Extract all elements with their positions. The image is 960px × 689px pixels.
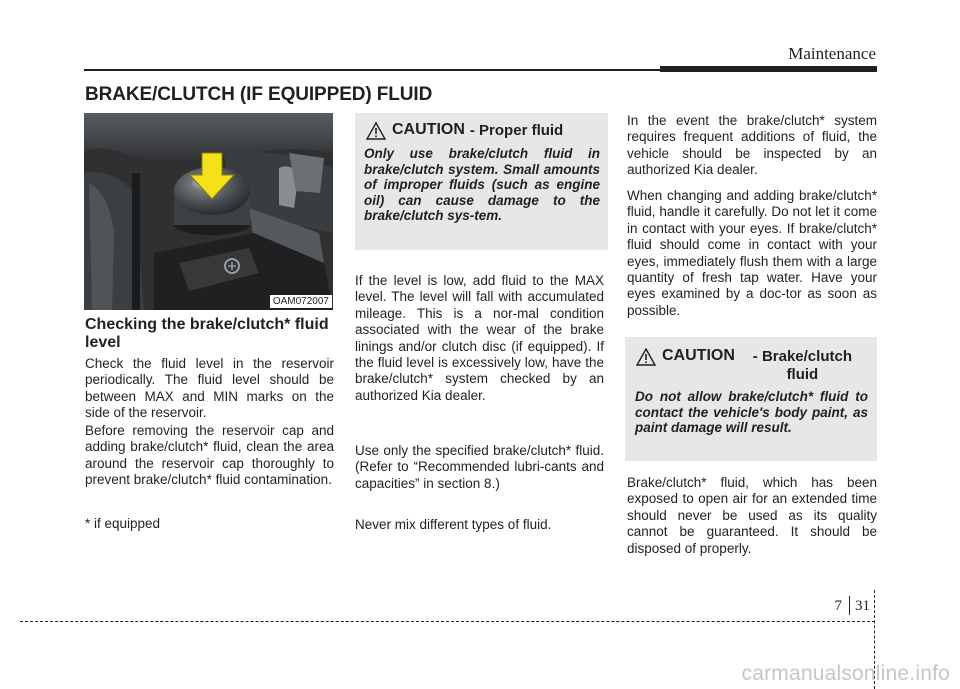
- middle-paragraph-3: Never mix different types of fluid.: [355, 517, 552, 532]
- page-chapter: 7: [834, 598, 842, 614]
- section-title: BRAKE/CLUTCH (IF EQUIPPED) FLUID: [85, 84, 433, 105]
- middle-paragraph-1: If the level is low, add fluid to the MAX level. The level will fall with accumulated mileage. This is a nor-mal condition associated with the wear of the brake linings and/or clutch disc (if equipped). If the fluid level is excessively low, have the brake/clutch* system checked by an authorized Kia dealer.: [355, 273, 604, 403]
- right-paragraph-1: In the event the brake/clutch* system requires frequent additions of fluid, the vehicle should be inspected by an authorized Kia dealer.: [627, 113, 877, 178]
- caution-subtitle: - Brake/clutch fluid: [752, 348, 852, 383]
- watermark: carmanualsonline.info: [741, 662, 950, 685]
- page-number-divider: [849, 596, 850, 615]
- header-rule-accent: [660, 66, 877, 72]
- caution-box-brake-clutch-fluid: [625, 337, 877, 461]
- footer-rule: [20, 621, 875, 622]
- warning-triangle-icon: [366, 122, 386, 145]
- middle-paragraph-2: Use only the specified brake/clutch* fluid. (Refer to “Recommended lubri-cants and capacities” in section 8.): [355, 443, 604, 491]
- caution-word: CAUTION: [662, 347, 735, 364]
- header-section-name: Maintenance: [788, 44, 876, 63]
- caution-header: [366, 121, 563, 145]
- engine-bay-photo: [84, 113, 333, 310]
- right-paragraph-2: When changing and adding brake/clutch* fluid, handle it carefully. Do not let it come in contact with your eyes. If brake/clutch* fluid should come in contact with your eyes, immediately flush them with a large quantity of fresh tap water. Have your eyes examined by a doc-tor as soon as possible.: [627, 188, 877, 318]
- page-number: 31: [855, 598, 870, 614]
- photo-code: OAM072007: [270, 295, 332, 308]
- caution-box-proper-fluid: [355, 113, 608, 250]
- left-paragraph-2: Before removing the reservoir cap and adding brake/clutch* fluid, clean the area around the reservoir cap thoroughly to prevent brake/clutch* fluid contamination.: [85, 423, 334, 488]
- footnote: * if equipped: [85, 516, 161, 531]
- left-paragraph-1: Check the fluid level in the reservoir periodically. The fluid level should be between MAX and MIN marks on the side of the reservoir.: [85, 356, 334, 421]
- right-paragraph-3: Brake/clutch* fluid, which has been exposed to open air for an extended time should never be used as its quality cannot be guaranteed. It should be disposed of properly.: [627, 475, 877, 556]
- subheading: Checking the brake/clutch* fluid level: [85, 316, 329, 351]
- caution-word: CAUTION: [392, 121, 465, 138]
- caution-header: [636, 347, 865, 384]
- caution-body: Do not allow brake/clutch* fluid to contact the vehicle's body paint, as paint damage will result.: [635, 389, 868, 435]
- caution-subtitle: - Proper fluid: [469, 122, 564, 139]
- warning-triangle-icon: [636, 348, 656, 371]
- header-rule: [84, 69, 662, 71]
- caution-body: Only use brake/clutch fluid in brake/clutch system. Small amounts of improper fluids (such as engine oil) can cause damage to the brake/clutch sys-tem.: [364, 146, 600, 223]
